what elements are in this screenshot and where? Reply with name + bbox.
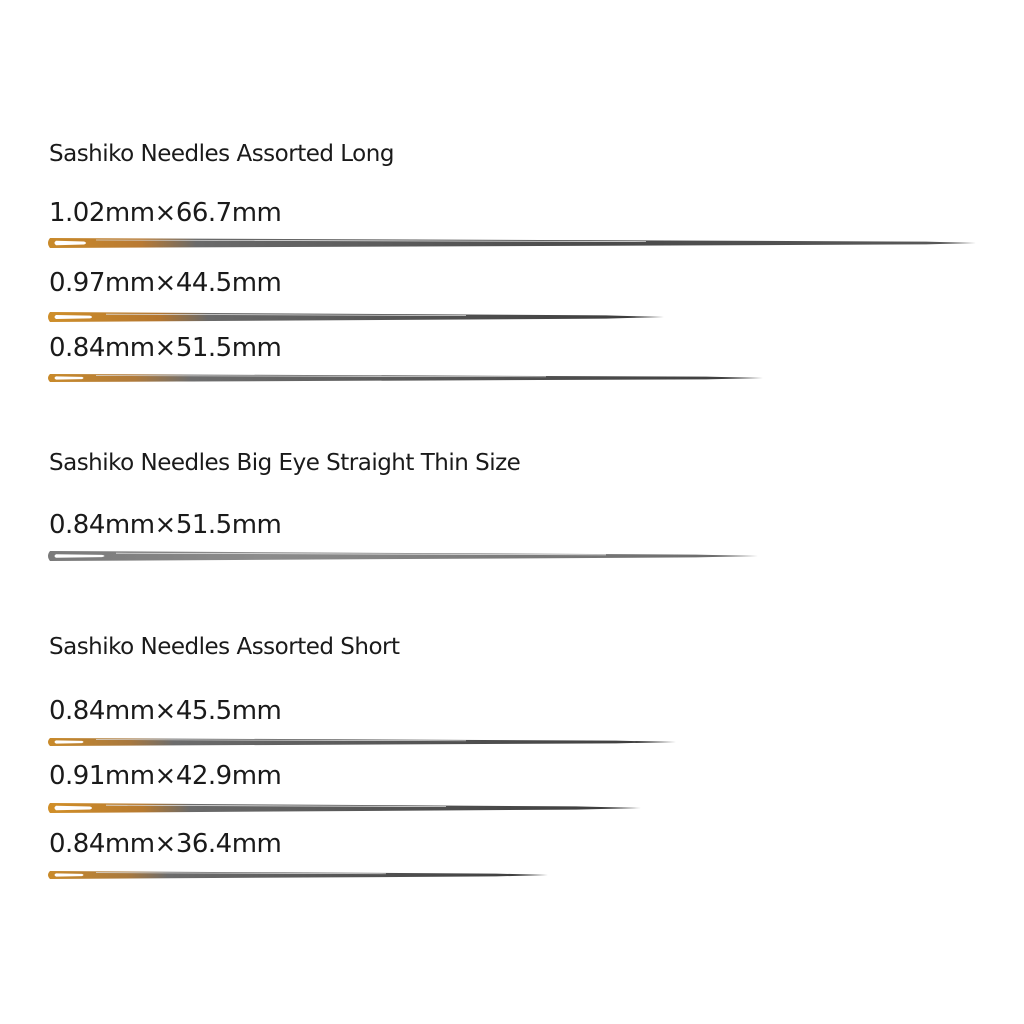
needle-size-label: 0.84mm×51.5mm xyxy=(49,510,282,540)
needle-image xyxy=(46,735,682,749)
needle-size-label: 0.84mm×51.5mm xyxy=(49,333,282,363)
group-title-assorted-short: Sashiko Needles Assorted Short xyxy=(49,634,400,660)
needle-image xyxy=(46,548,764,564)
needle-image xyxy=(46,371,771,385)
needle-size-label: 0.84mm×36.4mm xyxy=(49,829,282,859)
needle-image xyxy=(46,868,554,882)
needle-size-label: 0.91mm×42.9mm xyxy=(49,761,282,791)
needle-size-label: 1.02mm×66.7mm xyxy=(49,198,282,228)
group-title-assorted-long: Sashiko Needles Assorted Long xyxy=(49,141,394,167)
needle-size-label: 0.84mm×45.5mm xyxy=(49,696,282,726)
needle-size-label: 0.97mm×44.5mm xyxy=(49,268,282,298)
needle-image xyxy=(46,234,986,252)
needle-image xyxy=(46,309,676,325)
needle-image xyxy=(46,799,646,817)
group-title-big-eye-straight-thin: Sashiko Needles Big Eye Straight Thin Size xyxy=(49,450,521,476)
